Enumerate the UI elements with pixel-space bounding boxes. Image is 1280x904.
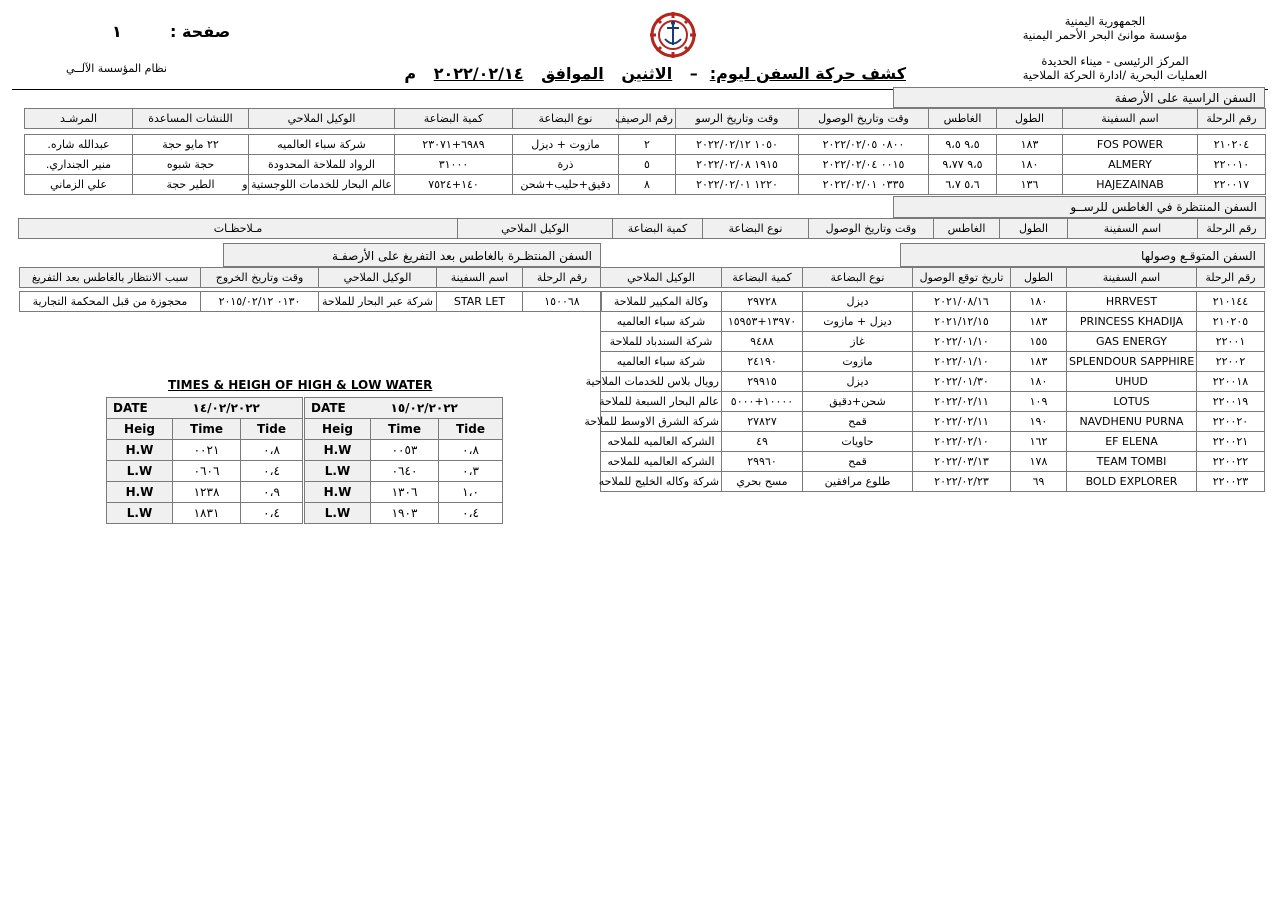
table-cell: طلوع مرافقين: [803, 472, 913, 492]
col-ship-name: اسم السفينة: [1067, 268, 1197, 288]
table-cell: الطير حجة: [133, 175, 249, 195]
table-row: [601, 372, 1265, 392]
table-cell: ٠،٤: [241, 503, 303, 524]
col-voyage-no: رقم الرحلة: [1198, 109, 1266, 129]
table-cell: شركة عبر البحار للملاحة: [319, 292, 437, 312]
table-cell: حاويات: [803, 432, 913, 452]
table-cell: ٢٩٩٦٠: [722, 452, 803, 472]
table-cell: ٢٢٠٠٢٣: [1197, 472, 1265, 492]
table-cell: ٢٠٢٢/٠١/٣٠: [913, 372, 1011, 392]
table-row: [601, 412, 1265, 432]
table-row: [25, 135, 1266, 155]
table-cell: H.W: [107, 482, 173, 503]
col-voyage-no: رقم الرحلة: [523, 268, 602, 288]
table-cell: STAR LET: [437, 292, 523, 312]
title-date: ٢٠٢٢/٠٢/١٤: [433, 64, 524, 83]
col-heig: Heig: [107, 419, 173, 440]
table-cell: شركة السندباد للملاحة: [601, 332, 722, 352]
table-cell: FOS POWER: [1063, 135, 1198, 155]
table-cell: ١٠٠٠٠+٥٠٠٠: [722, 392, 803, 412]
table-cell: ١٣٩٧٠+١٥٩٥٣: [722, 312, 803, 332]
table-cell: ١٨٣: [1011, 352, 1067, 372]
table-cell: ٢٠٢٢/٠١/١٠: [913, 332, 1011, 352]
table-row: [107, 482, 303, 503]
table-cell: ١٠٩: [1011, 392, 1067, 412]
table-cell: ٠٨٠٠ ٢٠٢٢/٠٢/٠٥: [799, 135, 929, 155]
table-cell: شركة سباء العالميه: [601, 352, 722, 372]
date-label: DATE: [107, 398, 173, 419]
table-cell: ١٥٠٠٦٨: [523, 292, 602, 312]
table-cell: TEAM TOMBI: [1067, 452, 1197, 472]
table-cell: علي الزماني: [25, 175, 133, 195]
table-cell: ١٢٢٠ ٢٠٢٢/٠٢/٠١: [676, 175, 799, 195]
table-cell: ٢٠٢٢/٠٢/٢٣: [913, 472, 1011, 492]
page-number: ١: [112, 22, 122, 41]
table-cell: ١٨٠: [1011, 292, 1067, 312]
table-cell: ١٢٣٨: [173, 482, 241, 503]
table-cell: ٠،٤: [439, 503, 503, 524]
table-cell: ١٨٠: [1011, 372, 1067, 392]
col-draft: الغاطس: [929, 109, 997, 129]
table-cell: ٢٢٠٠١٨: [1197, 372, 1265, 392]
table-cell: ٢٧٨٢٧: [722, 412, 803, 432]
system-label: نظام المؤسسة الآلــي: [66, 62, 167, 75]
col-eta: تاريخ توقع الوصول: [913, 268, 1011, 288]
table-cell: ٢١٠٢٠٥: [1197, 312, 1265, 332]
col-ship-name: اسم السفينة: [437, 268, 523, 288]
table-cell: ٩،٥ ٩،٧٧: [929, 155, 997, 175]
table-cell: الشركه العالميه للملاحه: [601, 452, 722, 472]
expected-section-title: السفن المتوقـع وصولها: [900, 243, 1265, 267]
table-cell: ٠،٨: [241, 440, 303, 461]
waiting-after-unload-table: [19, 267, 602, 312]
table-row: [601, 472, 1265, 492]
table-row: [107, 440, 303, 461]
table-cell: ٢١٠١٤٤: [1197, 292, 1265, 312]
table-cell: ٣١٠٠٠: [395, 155, 513, 175]
table-row: [601, 452, 1265, 472]
col-berthing: وقت وتاريخ الرسو: [676, 109, 799, 129]
table-cell: ٠٦٠٦: [173, 461, 241, 482]
table-cell: حجة شبوه: [133, 155, 249, 175]
col-arrival: وقت وتاريخ الوصول: [799, 109, 929, 129]
table-cell: ALMERY: [1063, 155, 1198, 175]
col-ship-name: اسم السفينة: [1068, 219, 1198, 239]
col-pilot: المرشـد: [25, 109, 133, 129]
table-row: [25, 175, 1266, 195]
col-agent: الوكيل الملاحي: [319, 268, 437, 288]
table-cell: ٢٤١٩٠: [722, 352, 803, 372]
table-cell: ٢٠٢١/٠٨/١٦: [913, 292, 1011, 312]
table-cell: شحن+دقيق: [803, 392, 913, 412]
col-cargo-type: نوع البضاعة: [513, 109, 619, 129]
table-cell: عالم البحار السبعة للملاحة: [601, 392, 722, 412]
table-cell: GAS ENERGY: [1067, 332, 1197, 352]
table-cell: ٢٠٢٢/٠٢/١٠: [913, 432, 1011, 452]
table-cell: ٢١٠٢٠٤: [1198, 135, 1266, 155]
table-cell: ٢: [619, 135, 676, 155]
waiting-berth-header-row: [19, 219, 1266, 239]
table-cell: ٦٩: [1011, 472, 1067, 492]
title-dash: –: [689, 64, 698, 83]
table-cell: ١٧٨: [1011, 452, 1067, 472]
col-notes: مـلاحظـات: [19, 219, 458, 239]
table-cell: ديزل + مازوت: [803, 312, 913, 332]
expected-header-row: [601, 268, 1265, 288]
col-heig: Heig: [305, 419, 371, 440]
col-tide: Tide: [439, 419, 503, 440]
title-prefix: كشف حركة السفن ليوم:: [709, 64, 906, 83]
table-cell: ديزل: [803, 372, 913, 392]
col-agent: الوكيل الملاحي: [249, 109, 395, 129]
table-row: [601, 312, 1265, 332]
berthed-section-title: السفن الراسية على الأرصفة: [893, 87, 1265, 108]
table-cell: L.W: [305, 503, 371, 524]
center-line-2: العمليات البحرية /ادارة الحركة الملاحية: [1022, 68, 1208, 82]
table-row: [25, 155, 1266, 175]
table-cell: ٤٩: [722, 432, 803, 452]
col-agent: الوكيل الملاحي: [601, 268, 722, 288]
berthed-table: [24, 108, 1266, 195]
table-cell: H.W: [305, 482, 371, 503]
tides-title: TIMES & HEIGH OF HIGH & LOW WATER: [168, 378, 433, 392]
table-row: [601, 352, 1265, 372]
org-line-2: مؤسسة موانئ البحر الأحمر اليمنية: [1022, 28, 1188, 42]
table-cell: ١٩٠٣: [371, 503, 439, 524]
table-cell: مازوت: [803, 352, 913, 372]
table-cell: قمح: [803, 412, 913, 432]
col-waiting-reason: سبب الانتظار بالغاطس بعد التفريغ: [20, 268, 201, 288]
tides-table-day2: [304, 397, 503, 524]
table-cell: ٦٩٨٩+٢٣٠٧١: [395, 135, 513, 155]
table-cell: ٥: [619, 155, 676, 175]
page-title: [404, 64, 912, 83]
table-row: [601, 332, 1265, 352]
col-voyage-no: رقم الرحلة: [1197, 268, 1265, 288]
col-ship-name: اسم السفينة: [1063, 109, 1198, 129]
table-cell: دقيق+حليب+شحن: [513, 175, 619, 195]
col-agent: الوكيل الملاحي: [458, 219, 613, 239]
berthed-header-row: [25, 109, 1266, 129]
table-cell: NAVDHENU PURNA: [1067, 412, 1197, 432]
table-cell: مسح بحري: [722, 472, 803, 492]
waiting-berth-section-title: السفن المنتظرة في الغاطس للرســو: [893, 196, 1266, 218]
table-cell: ١٩٠: [1011, 412, 1067, 432]
table-cell: SPLENDOUR SAPPHIRE: [1067, 352, 1197, 372]
col-cargo-qty: كمية البضاعة: [722, 268, 803, 288]
col-berth-no: رقم الرصيف: [619, 109, 676, 129]
table-cell: ٢٢٠٠٢١: [1197, 432, 1265, 452]
table-cell: ١٥٥: [1011, 332, 1067, 352]
table-row: [107, 461, 303, 482]
table-cell: ١٠٥٠ ٢٠٢٢/٠٢/١٢: [676, 135, 799, 155]
waiting-berth-table: [18, 218, 1266, 239]
table-row: [20, 292, 602, 312]
table-cell: ٢٠٢٢/٠٢/١١: [913, 412, 1011, 432]
col-arrival: وقت وتاريخ الوصول: [809, 219, 934, 239]
table-cell: ١٣٠٦: [371, 482, 439, 503]
table-cell: ٨: [619, 175, 676, 195]
table-row: [305, 440, 503, 461]
table-cell: شركة سباء العالميه: [249, 135, 395, 155]
table-cell: HAJEZAINAB: [1063, 175, 1198, 195]
col-voyage-no: رقم الرحلة: [1198, 219, 1266, 239]
table-cell: منير الجنداري.: [25, 155, 133, 175]
table-cell: غاز: [803, 332, 913, 352]
table-cell: شركة سباء العالميه: [601, 312, 722, 332]
table-cell: BOLD EXPLORER: [1067, 472, 1197, 492]
table-row: [305, 482, 503, 503]
table-cell: ٢٠٢٢/٠٢/١١: [913, 392, 1011, 412]
table-cell: ١٨٠: [997, 155, 1063, 175]
col-length: الطول: [1000, 219, 1068, 239]
table-cell: قمح: [803, 452, 913, 472]
table-cell: عالم البحار للخدمات اللوجستية و: [249, 175, 395, 195]
table-cell: شركة وكاله الخليج للملاحه: [601, 472, 722, 492]
waiting-after-unload-section-title: السفن المنتظـرة بالغاطس بعد التفريغ على الأرصفـة: [223, 243, 601, 267]
date-label: DATE: [305, 398, 371, 419]
table-cell: ١،٠: [439, 482, 503, 503]
table-row: [305, 503, 503, 524]
table-cell: H.W: [305, 440, 371, 461]
table-cell: ٠٠٥٣: [371, 440, 439, 461]
table-cell: ٠،٩: [241, 482, 303, 503]
table-cell: وكالة المكيير للملاحة: [601, 292, 722, 312]
col-length: الطول: [1011, 268, 1067, 288]
table-cell: ١٣٦: [997, 175, 1063, 195]
waiting-after-unload-header-row: [20, 268, 602, 288]
table-row: [601, 292, 1265, 312]
tide-date: ١٥/٠٢/٢٠٢٢: [371, 398, 503, 419]
table-cell: ٢٩٧٢٨: [722, 292, 803, 312]
col-draft: الغاطس: [934, 219, 1000, 239]
table-cell: محجوزة من قبل المحكمة التجارية: [20, 292, 201, 312]
center-header: [1000, 54, 1230, 82]
table-cell: ٢٢٠٠١٩: [1197, 392, 1265, 412]
table-row: [601, 432, 1265, 452]
table-cell: ٢٢٠٠١٧: [1198, 175, 1266, 195]
table-cell: ١٩١٥ ٢٠٢٢/٠٢/٠٨: [676, 155, 799, 175]
table-cell: ٩٤٨٨: [722, 332, 803, 352]
table-cell: L.W: [107, 461, 173, 482]
tide-date: ١٤/٠٢/٢٠٢٢: [173, 398, 303, 419]
col-time: Time: [173, 419, 241, 440]
col-tugs: اللنشات المساعدة: [133, 109, 249, 129]
table-cell: رويال بلاس للخدمات الملاحية: [601, 372, 722, 392]
table-cell: ٢٢ مايو حجة: [133, 135, 249, 155]
col-departure: وقت وتاريخ الخروج: [201, 268, 319, 288]
col-cargo-qty: كمية البضاعة: [395, 109, 513, 129]
table-cell: ٩،٥ ٩،٥: [929, 135, 997, 155]
table-cell: ٠٠٢١: [173, 440, 241, 461]
org-line-1: الجمهورية اليمنية: [1064, 14, 1146, 28]
table-cell: ١٤٠+٧٥٢٤: [395, 175, 513, 195]
col-cargo-qty: كمية البضاعة: [613, 219, 703, 239]
table-cell: ديزل: [803, 292, 913, 312]
title-corresponding: الموافق: [541, 64, 604, 83]
col-time: Time: [371, 419, 439, 440]
table-cell: عبدالله شاره.: [25, 135, 133, 155]
table-cell: ١٦٢: [1011, 432, 1067, 452]
col-cargo-type: نوع البضاعة: [803, 268, 913, 288]
table-cell: مازوت + ديزل: [513, 135, 619, 155]
table-cell: ٢٠٢١/١٢/١٥: [913, 312, 1011, 332]
table-cell: ٠٠١٥ ٢٠٢٢/٠٢/٠٤: [799, 155, 929, 175]
table-cell: ٢٩٩١٥: [722, 372, 803, 392]
table-cell: ٥،٦ ٦،٧: [929, 175, 997, 195]
table-cell: UHUD: [1067, 372, 1197, 392]
port-logo-icon: [650, 12, 696, 58]
table-cell: ذرة: [513, 155, 619, 175]
table-row: [601, 392, 1265, 412]
table-cell: الرواد للملاحة المحدودة: [249, 155, 395, 175]
table-cell: ٠٣٣٥ ٢٠٢٢/٠٢/٠١: [799, 175, 929, 195]
col-length: الطول: [997, 109, 1063, 129]
table-cell: ٢٢٠٠١: [1197, 332, 1265, 352]
table-cell: ٠،٤: [241, 461, 303, 482]
table-cell: ٢٢٠٠١٠: [1198, 155, 1266, 175]
table-cell: ١٨٣١: [173, 503, 241, 524]
table-row: [305, 461, 503, 482]
table-cell: ٠،٣: [439, 461, 503, 482]
col-tide: Tide: [241, 419, 303, 440]
table-cell: H.W: [107, 440, 173, 461]
table-cell: L.W: [107, 503, 173, 524]
center-line-1: المركز الرئيسى - ميناء الحديدة: [1041, 54, 1189, 68]
table-cell: شركة الشرق الاوسط للملاحة: [601, 412, 722, 432]
table-cell: ٢٢٠٠٢: [1197, 352, 1265, 372]
page-label: صفحة :: [170, 22, 231, 41]
table-cell: ٢٢٠٠٢٢: [1197, 452, 1265, 472]
table-cell: ٠٦٤٠: [371, 461, 439, 482]
table-cell: ٠،٨: [439, 440, 503, 461]
table-cell: ٢٠٢٢/٠١/١٠: [913, 352, 1011, 372]
org-header: [985, 14, 1225, 42]
table-cell: LOTUS: [1067, 392, 1197, 412]
table-cell: HRRVEST: [1067, 292, 1197, 312]
table-cell: الشركه العالميه للملاحه: [601, 432, 722, 452]
table-cell: ٠١٣٠ ٢٠١٥/٠٢/١٢: [201, 292, 319, 312]
table-cell: ١٨٣: [1011, 312, 1067, 332]
table-cell: ٢٠٢٢/٠٣/١٣: [913, 452, 1011, 472]
table-row: [107, 503, 303, 524]
table-cell: L.W: [305, 461, 371, 482]
col-cargo-type: نوع البضاعة: [703, 219, 809, 239]
tides-table-day1: [106, 397, 303, 524]
expected-table: [584, 267, 1265, 492]
table-cell: ١٨٣: [997, 135, 1063, 155]
title-day: الاثنين: [621, 64, 673, 83]
table-cell: EF ELENA: [1067, 432, 1197, 452]
table-cell: PRINCESS KHADIJA: [1067, 312, 1197, 332]
title-date-suffix: م: [404, 64, 417, 83]
table-cell: ٢٢٠٠٢٠: [1197, 412, 1265, 432]
